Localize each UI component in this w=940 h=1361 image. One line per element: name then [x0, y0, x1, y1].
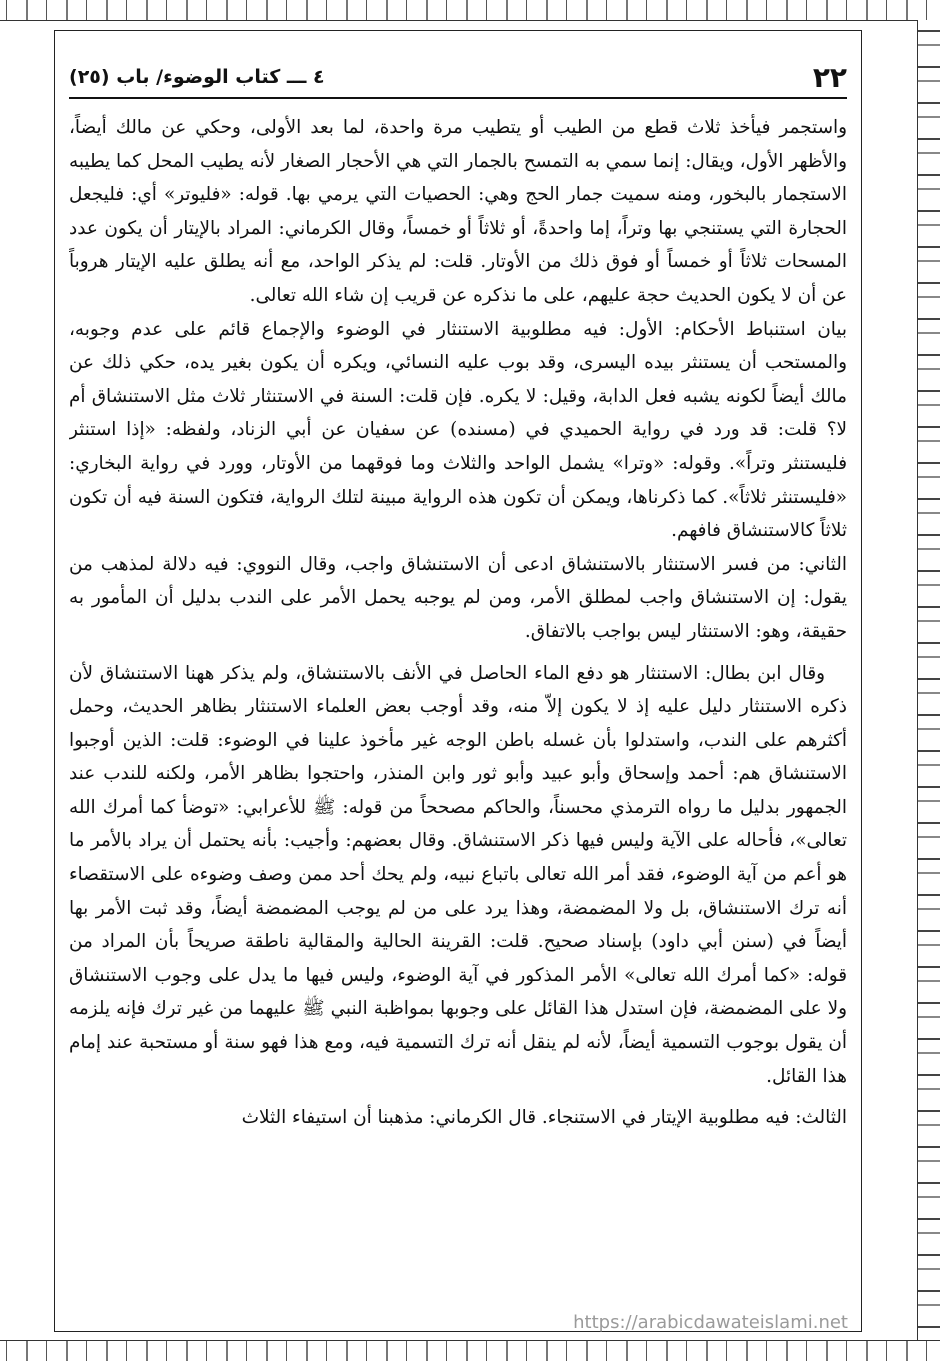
- paragraph-5: الثالث: فيه مطلوبية الإيتار في الاستنجاء. قال الكرماني: مذهبنا أن استيفاء الثلاث: [241, 1107, 847, 1129]
- paragraph-1: واستجمر فيأخذ ثلاث قطع من الطيب أو يتطيب مرة واحدة، لما بعد الأولى، وحكي عن مالك أيضاً، والأظهر الأول، ويقال: إنما سمي به التمسح بالجمار التي هي الأحجار الصغار لأنه يطيب المحل كما يطيبه الاستجمار بالبخور، ومنه سميت جمار الحج وهي: الحصيات التي يرمي بها. قوله: «فليوتر» أي: فليجعل الحجارة التي يستنجي بها وتراً، إما واحدةً، أو ثلاثاً أو خمساً، وقال الكرماني: المراد بالإيتار أن يكون عدد المسحات ثلاثاً أو خمساً أو فوق ذلك من الأوتار. قلت: لم يذكر الواحد، مع أنه يطلق عليه الإيتار هروباً عن أن لا يكون الحديث حجة عليهم، على ما نذكره عن قريب إن شاء الله تعالى.: [69, 117, 847, 306]
- running-head: ٤ ـــ كتاب الوضوء/ باب (٢٥): [69, 66, 325, 88]
- decorative-border-top: [0, 0, 940, 21]
- paragraph-2: بيان استنباط الأحكام: الأول: فيه مطلوبية الاستنثار في الوضوء والإجماع قائم على عدم وجوبه، والمستحب أن يستنثر بيده اليسرى، وقد بوب عليه النسائي، ويكره أن يكون بغير يده، حكي ذلك عن مالك أيضاً لكونه يشبه فعل الدابة، وقيل: لا يكره. فإن قلت: السنة في الاستنثار ثلاث مثل الاستنشاق أم لا؟ قلت: قد ورد في رواية الحميدي في (مسنده) عن سفيان عن أبي الزناد، ولفظه: «إذا استنثر فليستنثر وتراً». وقوله: «وترا» يشمل الواحد والثلاث وما فوقهما من الأوتار، وورد في رواية البخاري: «فليستنثر ثلاثاً». كما ذكرناها، ويمكن أن تكون هذه الرواية مبينة لتلك الرواية، فتكون السنة فيه أن تكون ثلاثاً كالاستنشاق فافهم.: [69, 318, 847, 542]
- book-page: [54, 30, 862, 1332]
- decorative-border-right: [917, 20, 940, 1341]
- page-number: ٢٢: [812, 60, 847, 94]
- paragraph-3: الثاني: من فسر الاستنثار بالاستنشاق ادعى أن الاستنشاق واجب، وقال النووي: فيه دلالة لمذهب من يقول: إن الاستنشاق واجب لمطلق الأمر، ومن لم يوجبه يحمل الأمر على الندب بدليل أن المأمور به حقيقة، وهو: الاستنثار ليس بواجب بالاتفاق.: [69, 553, 847, 642]
- decorative-border-bottom: [0, 1340, 940, 1361]
- watermark-url: https://arabicdawateislami.net: [573, 1312, 848, 1333]
- page-header: [69, 57, 847, 99]
- page-body: [69, 111, 847, 1307]
- paragraph-4: وقال ابن بطال: الاستنثار هو دفع الماء الحاصل في الأنف بالاستنشاق، ولم يذكر ههنا الاستنشاق لأن ذكره الاستنثار دليل عليه إذ لا يكون إلاّ منه، وقد أوجب بعض العلماء الاستنثار بظاهر الحديث، وحمل أكثرهم على الندب، واستدلوا بأن غسله باطن الوجه غير مأخوذ علينا في الوضوء: قلت: الذين أوجبوا الاستنشاق هم: أحمد وإسحاق وأبو عبيد وأبو ثور وابن المنذر، واحتجوا بظاهر الأمر، ولكنه للندب عند الجمهور بدليل ما رواه الترمذي محسناً، والحاكم مصححاً من قوله: ﷺ للأعرابي: «توضأ كما أمرك الله تعالى»، فأحاله على الآية وليس فيها ذكر الاستنشاق. وقال بعضهم: وأجيب: بأنه يحتمل أن يراد بالأمر ما هو أعم من آية الوضوء، فقد أمر الله تعالى باتباع نبيه، ولم يحك أحد ممن وصف وضوءه على الاستقصاء أنه ترك الاستنشاق، بل ولا المضمضة، وهذا يرد على من لم يوجب المضمضة أيضاً، وقد ثبت الأمر بها أيضاً في (سنن أبي داود) بإسناد صحيح. قلت: القرينة الحالية والمقالية ناطقة صريحاً بأن المراد من قوله: «كما أمرك الله تعالى» الأمر المذكور في آية الوضوء، وليس فيها ما يدل على وجوب الاستنشاق ولا على المضمضة، فإن استدل هذا القائل على وجوبها بمواظبة النبي ﷺ عليهما من غير ترك فإنه يلزمه أن يقول بوجوب التسمية أيضاً، لأنه لم ينقل أنه ترك التسمية فيه، ومع هذا فهو سنة أو مستحبة عند إمام هذا القائل.: [69, 662, 847, 1087]
